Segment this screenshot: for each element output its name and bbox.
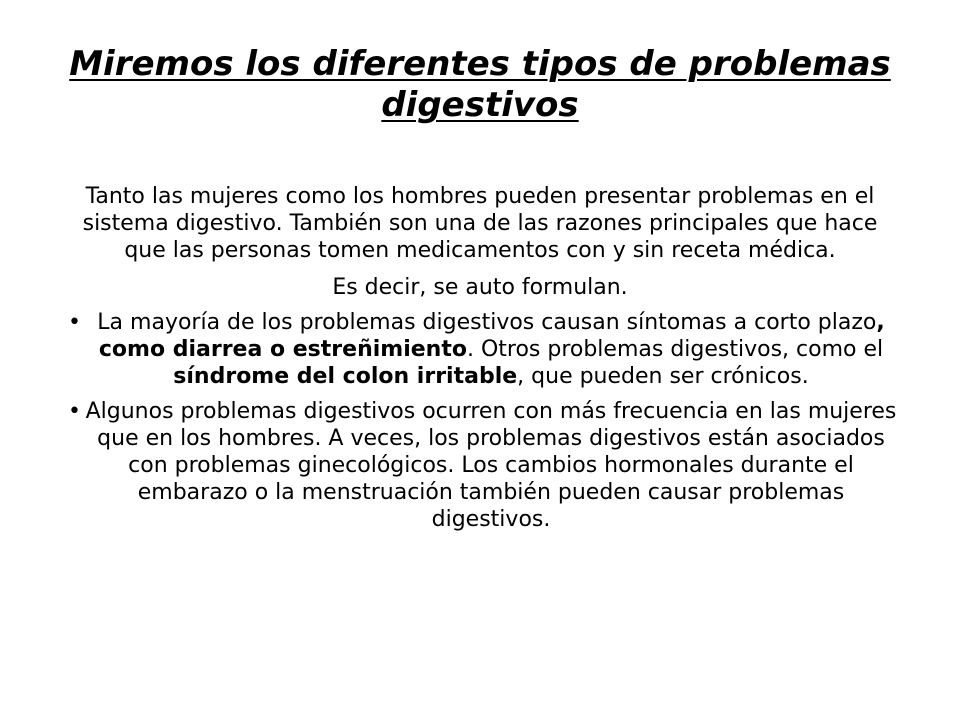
slide-title: Miremos los diferentes tipos de problemas digestivos xyxy=(69,44,891,125)
bold-symptoms-text: , como diarrea o estreñimiento xyxy=(98,310,885,362)
list-item xyxy=(60,309,900,390)
bullet-icon: • xyxy=(68,310,81,335)
bullet-list xyxy=(60,309,900,533)
bullet-text-segment: . Otros problemas digestivos, como el xyxy=(466,337,884,362)
bold-syndrome-text: síndrome del colon irritable xyxy=(173,364,518,389)
intro-paragraph: Tanto las mujeres como los hombres pueden presentar problemas en el sistema digestivo. También son una de las razones principales que hace que las personas tomen medicamentos con y sin receta médica. xyxy=(82,184,878,263)
list-item xyxy=(60,398,900,533)
bullet-text xyxy=(82,309,900,390)
bullet-text-segment: , que pueden ser crónicos. xyxy=(517,364,809,389)
bullet-icon: • xyxy=(68,399,81,424)
bullet-text-segment: La mayoría de los problemas digestivos causan síntomas a corto plazo xyxy=(97,310,877,335)
slide-body xyxy=(60,183,900,541)
bullet-text: Algunos problemas digestivos ocurren con más frecuencia en las mujeres que en los hombres. A veces, los problemas digestivos están asociados con problemas ginecológicos. Los cambios hormonales durante el embarazo o la menstruación también pueden causar problemas digestivos. xyxy=(85,399,897,532)
note-paragraph: Es decir, se auto formulan. xyxy=(332,275,628,300)
